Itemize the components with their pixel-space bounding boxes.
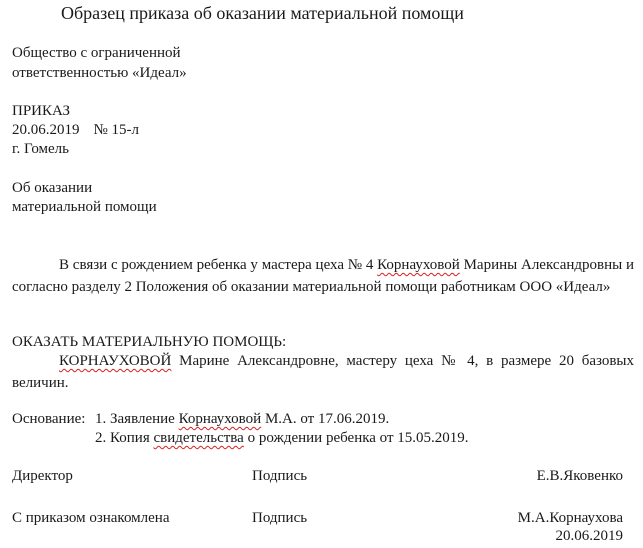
preamble-text-b: Марины Александровны и согласно разделу 2 Положения об оказании материальной помощи работникам ООО «Идеал» [12,257,635,295]
order-text: Марине Александровне, мастеру цеха № 4, в размере 20 базовых величин. [12,353,634,391]
acknowledgement-date: 20.06.2019 [555,528,623,544]
basis-item-2-text-a: 2. Копия [95,430,150,446]
acknowledgement-signature-label: Подпись [252,510,308,526]
basis-item-2 [95,431,469,446]
basis-item-1-text-a: 1. Заявление [95,411,175,427]
director-name: Е.В.Яковенко [536,468,623,484]
document-title: Образец приказа об оказании материальной помощи [61,3,464,23]
basis-item-1 [95,412,389,427]
basis-item-1-surname: Корнауховой [178,411,262,427]
basis-item-2-word: свидетельства [153,430,244,446]
subject-line1: Об оказании [12,180,93,196]
order-paragraph [12,350,634,394]
preamble-surname: Корнауховой [377,257,460,273]
order-date: 20.06.2019 [12,122,80,138]
basis-label: Основание: [12,411,86,427]
preamble-text-a: В связи с рождением ребенка у мастера цеха № 4 [59,257,374,273]
acknowledgement-name: М.А.Корнаухова [517,510,623,526]
order-heading: ОКАЗАТЬ МАТЕРИАЛЬНУЮ ПОМОЩЬ: [12,334,287,350]
acknowledgement-label: С приказом ознакомлена [12,510,170,526]
order-surname: КОРНАУХОВОЙ [59,353,172,369]
order-city: г. Гомель [12,141,70,157]
organization-name-line2: ответственностью «Идеал» [12,65,187,81]
order-word: ПРИКАЗ [12,103,70,119]
order-date-number [12,123,139,138]
basis-item-2-text-b: о рождении ребенка от 15.05.2019. [247,430,469,446]
director-signature-label: Подпись [252,468,308,484]
order-number: № 15-л [93,122,140,138]
preamble-paragraph [12,254,634,298]
subject-line2: материальной помощи [12,199,157,215]
organization-name-line1: Общество с ограниченной [12,45,181,61]
basis-item-1-text-b: М.А. от 17.06.2019. [264,411,390,427]
director-label: Директор [12,468,73,484]
